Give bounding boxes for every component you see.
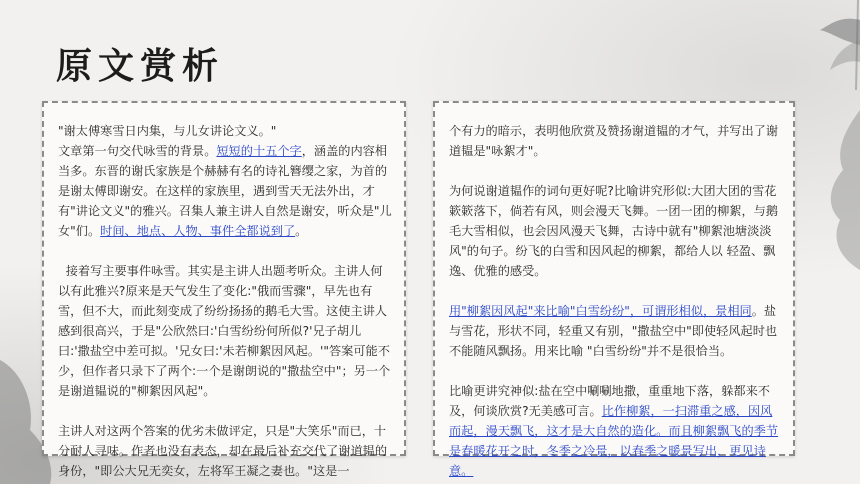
text-span: ，涵盖的内容相当多。东晋的谢氏家族是个赫赫有名的诗礼簪缨之家，为首的是谢太傅即谢安。在这样的家族里，遇到雪天无法外出，才有"讲论文义"的雅兴。召集人兼主讲人自然是谢安，听众是"儿女"们。: [58, 144, 392, 238]
left-paragraph-1: [58, 121, 392, 241]
text-span: 文章第一句交代咏雪的背景。: [58, 144, 217, 158]
right-text-card: [433, 101, 795, 478]
left-text-card: [42, 101, 406, 478]
highlight-link[interactable]: 比作柳絮，一扫滞重之感，因风而起，漫天飘飞，这才是大自然的造化。而且柳絮飘飞的季节是春暖花开之时，冬季之冷景，以春季之暖景写出，更见诗意。: [449, 404, 779, 478]
right-card-text: [449, 121, 781, 481]
left-card-text: [58, 121, 392, 481]
left-paragraph-3: 主讲人对这两个答案的优劣未做评定，只是"大笑乐"而已，十分耐人寻味。作者也没有表态，却在最后补充交代了谢道韫的身份，"即公大兄无奕女，左将军王凝之妻也。"这是一: [58, 424, 388, 478]
highlight-link[interactable]: 时间、地点、人物、事件全都说到了: [100, 224, 296, 238]
right-paragraph-4: [449, 381, 781, 481]
right-paragraph-3: [449, 301, 781, 361]
highlight-link[interactable]: 用"柳絮因风起"来比喻"白雪纷纷"，可谓形相似，景相同: [449, 304, 752, 318]
text-span: 。盐与雪花，形状不同，轻重又有别，"撒盐空中"即使轻风起时也不能随风飘扬。用来比喻 "白雪纷纷"并不是很恰当。: [449, 304, 778, 358]
right-paragraph-2: 为何说谢道韫作的词句更好呢?比喻讲究形似:大团大团的雪花簌簌落下，倘若有风，则会漫天飞舞。一团一团的柳絮，与鹅毛大雪相似，也会因风漫天飞舞，古诗中就有"柳絮池塘淡淡风"的句子。纷飞的白雪和因风起的柳絮，都给人以 轻盈、飘逸、优雅的感受。: [449, 184, 779, 278]
right-paragraph-1: 个有力的暗示，表明他欣赏及赞扬谢道韫的才气，并写出了谢道韫是"咏絮才"。: [449, 124, 779, 158]
page-title: 原文赏析: [56, 45, 225, 87]
text-span: 。: [295, 224, 308, 238]
left-paragraph-2: 接着写主要事件咏雪。其实是主讲人出题考听众。主讲人何以有此雅兴?原来是天气发生了变化:"俄而雪骤"，早先也有雪，但不大，而此刻变成了纷纷扬扬的鹅毛大雪。这使主讲人感到很高兴，于是"公欣然曰:'白雪纷纷何所似?'兄子胡儿曰:'撒盐空中差可拟。'兄女曰:'未若柳絮因风起。'"答案可能不少，但作者只录下了两个:一个是谢朗说的"撒盐空中"；另一个是谢道韫说的"柳絮因风起"。: [58, 264, 391, 398]
text-span: 比喻更讲究神似:盐在空中唰唰地撒，重重地下落，躲都来不及，何谈欣赏?无美感可言。: [449, 384, 770, 418]
quote-line: "谢太傅寒雪日内集，与儿女讲论文义。": [58, 124, 277, 138]
highlight-link[interactable]: 短短的十五个字: [216, 144, 302, 158]
